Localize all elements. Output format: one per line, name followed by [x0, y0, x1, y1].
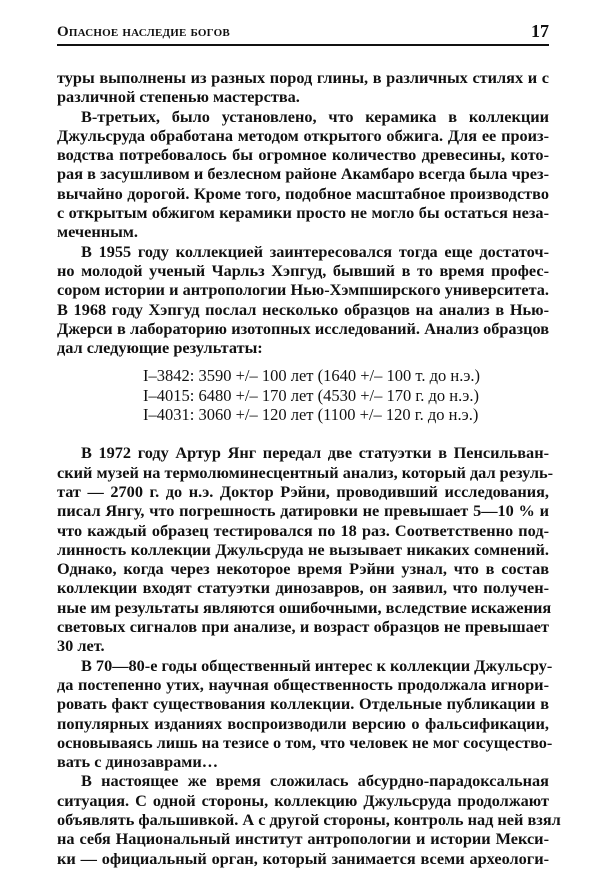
- text-line: В 1955 году коллекцией заинтересовался тогда еще достаточ-: [81, 241, 549, 261]
- text-line: ные им результаты являются ошибочными, вследствие искажения: [57, 597, 552, 617]
- text-line: вать с динозаврами…: [57, 752, 219, 772]
- text-line: сором истории и антропологии Нью-Хэмпширского университета.: [57, 280, 549, 300]
- text-line: ровать факт существования коллекции. Отдельные публикации в: [57, 694, 549, 714]
- text-line: с открытым обжигом керамики просто не могло бы остаться неза-: [57, 203, 549, 223]
- text-line: 30 лет.: [57, 636, 105, 656]
- text-line: дал следующие результаты:: [57, 338, 263, 358]
- text-line: туры выполнены из разных пород глины, в различных стилях и с: [57, 68, 549, 87]
- text-line: объявлять фальшивкой. А с другой стороны, контроль над ней взял: [57, 809, 561, 829]
- paragraph: [57, 242, 549, 358]
- text-line: В 1972 году Артур Янг передал две статуэтки в Пенсильван-: [81, 443, 549, 463]
- text-line: ситуация. С одной стороны, коллекцию Джульсруда продолжают: [57, 790, 549, 810]
- text-line: тат — 2700 г. до н.э. Доктор Рэйни, проводивший исследования,: [57, 481, 549, 501]
- running-title: Опасное наследие богов: [57, 24, 230, 40]
- result-line: I–4015: 6480 +/– 170 лет (4530 +/– 170 г. до н.э.): [143, 385, 479, 405]
- text-line: на себя Национальный институт антропологии и истории Мекси-: [57, 829, 549, 849]
- text-line: различной степенью мастерства.: [57, 87, 300, 107]
- text-line: Джульсруда обработана методом открытого обжига. Для ее произ-: [57, 125, 549, 145]
- paragraph: [57, 443, 554, 656]
- text-line: коллекции входят статуэтки динозавров, он заявил, что получен-: [57, 578, 549, 598]
- text-line: да постепенно утих, научная общественность продолжала игнори-: [57, 674, 549, 694]
- text-line: В 70—80-е годы общественный интерес к коллекции Джульсру-: [81, 655, 553, 675]
- text-line: В 1968 году Хэпгуд послал несколько образцов на анализ в Нью-: [57, 299, 549, 319]
- text-line: Джерси в лабораторию изотопных исследований. Анализ образцов: [57, 318, 549, 338]
- paragraph: [57, 107, 549, 242]
- text-line: что каждый образец тестировался по 18 раз. Соответственно под-: [57, 520, 549, 540]
- text-line: водства потребовалось бы огромное количество древесины, кото-: [57, 145, 549, 165]
- text-line: но молодой ученый Чарльз Хэпгуд, бывший в то время профес-: [57, 260, 549, 280]
- text-line: линность коллекции Джульсруда не вызывает никаких сомнений.: [57, 539, 549, 559]
- paragraph: [57, 68, 549, 107]
- text-line: ки — официальный орган, который занимается всеми археологи-: [57, 848, 549, 868]
- text-line: Однако, когда через некоторое время Рэйни узнал, что в состав: [57, 559, 549, 579]
- result-line: I–3842: 3590 +/– 100 лет (1640 +/– 100 т. до н.э.): [143, 366, 481, 386]
- results-list: [143, 366, 549, 424]
- text-line: В-третьих, было установлено, что керамика в коллекции: [81, 106, 549, 126]
- text-line: писал Янгу, что погрешность датировки не превышает 5—10 % и: [57, 501, 549, 521]
- text-before-results: [57, 68, 549, 357]
- paragraph: [57, 655, 553, 772]
- text-line: меченным.: [57, 222, 138, 242]
- text-line: рая в засушливом и безлесном районе Акамбаро всегда была чрез-: [57, 164, 549, 184]
- text-line: В настоящее же время сложилась абсурдно-парадоксальная: [81, 771, 549, 791]
- text-line: вычайно дорогой. Кроме того, подобное масштабное производство: [57, 183, 549, 203]
- text-line: основываясь лишь на тезисе о том, что человек не мог сосущество-: [57, 732, 553, 752]
- page-number: 17: [531, 21, 549, 41]
- text-line: ский музей на термолюминесцентный анализ, который дал резуль-: [57, 462, 554, 482]
- result-line: I–4031: 3060 +/– 120 лет (1100 +/– 120 г. до н.э.): [143, 405, 479, 425]
- text-after-results: [57, 443, 561, 868]
- paragraph: [57, 771, 561, 868]
- running-header: [57, 20, 549, 46]
- text-line: популярных изданиях воспроизводили версию о фальсификации,: [57, 713, 549, 733]
- text-line: световых сигналов при анализе, и возраст образцов не превышает: [57, 617, 549, 637]
- page-body: [57, 68, 561, 868]
